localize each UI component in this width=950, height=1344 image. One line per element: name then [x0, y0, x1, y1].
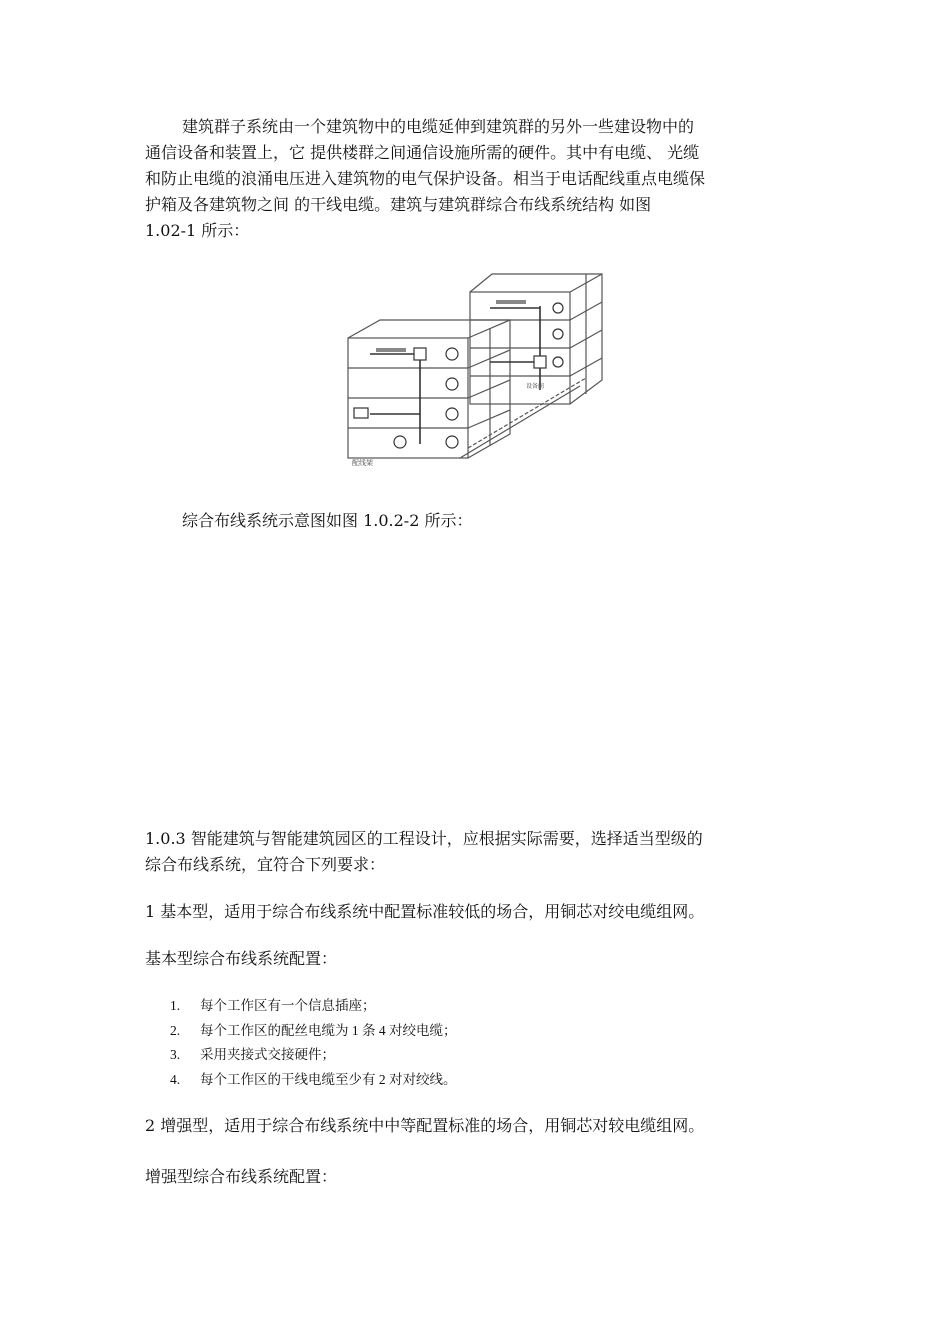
list-text: 每个工作区的配丝电缆为 1 条 4 对绞电缆；	[200, 1022, 457, 1038]
list-text: 每个工作区有一个信息插座；	[200, 998, 376, 1013]
outlet-icon	[446, 408, 458, 420]
list-number: 1.	[170, 998, 181, 1013]
intro-line: 和防止电缆的浪涌电压进入建筑物的电气保护设备。相当于电话配线重点电缆保	[145, 169, 706, 188]
cable-tray	[376, 348, 406, 352]
outlet-icon	[553, 357, 563, 367]
figure-label: 设备间	[526, 383, 545, 390]
list-number: 3.	[170, 1047, 181, 1062]
intro-line: 建筑群子系统由一个建筑物中的电缆延伸到建筑群的另外一些建设物中的	[182, 117, 695, 136]
section-1-0-3	[145, 826, 810, 878]
basic-config-list	[170, 994, 457, 1092]
list-item	[170, 1019, 457, 1044]
device-icon	[354, 408, 368, 418]
list-text: 每个工作区的干线电缆至少有 2 对对绞线。	[200, 1071, 457, 1087]
basic-config-label: 基本型综合布线系统配置：	[145, 949, 338, 968]
intro-line: 通信设备和装置上，它 提供楼群之间通信设施所需的硬件。其中有电缆、 光缆	[145, 143, 700, 162]
intro-line: 1.02-1 所示：	[145, 221, 250, 240]
patch-panel-icon	[414, 348, 426, 360]
cable-tray	[496, 300, 526, 304]
section-line: 1.0.3 智能建筑与智能建筑园区的工程设计，应根据实际需要，选择适当型级的	[145, 829, 703, 848]
list-item	[170, 1068, 457, 1093]
outlet-icon	[446, 436, 458, 448]
enhanced-type-heading: 2 增强型，适用于综合布线系统中中等配置标准的场合，用铜芯对较电缆组网。	[145, 1116, 705, 1135]
outlet-icon	[553, 303, 563, 313]
list-item	[170, 1043, 457, 1068]
figure2-caption: 综合布线系统示意图如图 1.0.2-2 所示：	[182, 511, 473, 530]
enhanced-config-label: 增强型综合布线系统配置：	[145, 1167, 338, 1186]
patch-panel-icon	[534, 356, 546, 368]
figure2-placeholder	[145, 548, 810, 798]
list-item	[170, 994, 457, 1019]
building-diagram	[340, 268, 610, 470]
list-number: 2.	[170, 1022, 181, 1038]
list-number: 4.	[170, 1071, 181, 1087]
intro-paragraph	[145, 114, 810, 244]
outlet-icon	[446, 348, 458, 360]
outlet-icon	[446, 378, 458, 390]
building-cabling-figure	[340, 268, 610, 470]
outlet-icon	[553, 329, 563, 339]
basic-type-heading: 1 基本型，适用于综合布线系统中配置标准较低的场合，用铜芯对绞电缆组网。	[145, 902, 705, 921]
outlet-icon	[394, 436, 406, 448]
intro-line: 护箱及各建筑物之间 的干线电缆。建筑与建筑群综合布线系统结构 如图	[145, 195, 652, 214]
section-line: 综合布线系统，宜符合下列要求：	[145, 855, 386, 874]
figure-label: 配线架	[352, 459, 373, 467]
list-text: 采用夹接式交接硬件；	[200, 1047, 335, 1062]
